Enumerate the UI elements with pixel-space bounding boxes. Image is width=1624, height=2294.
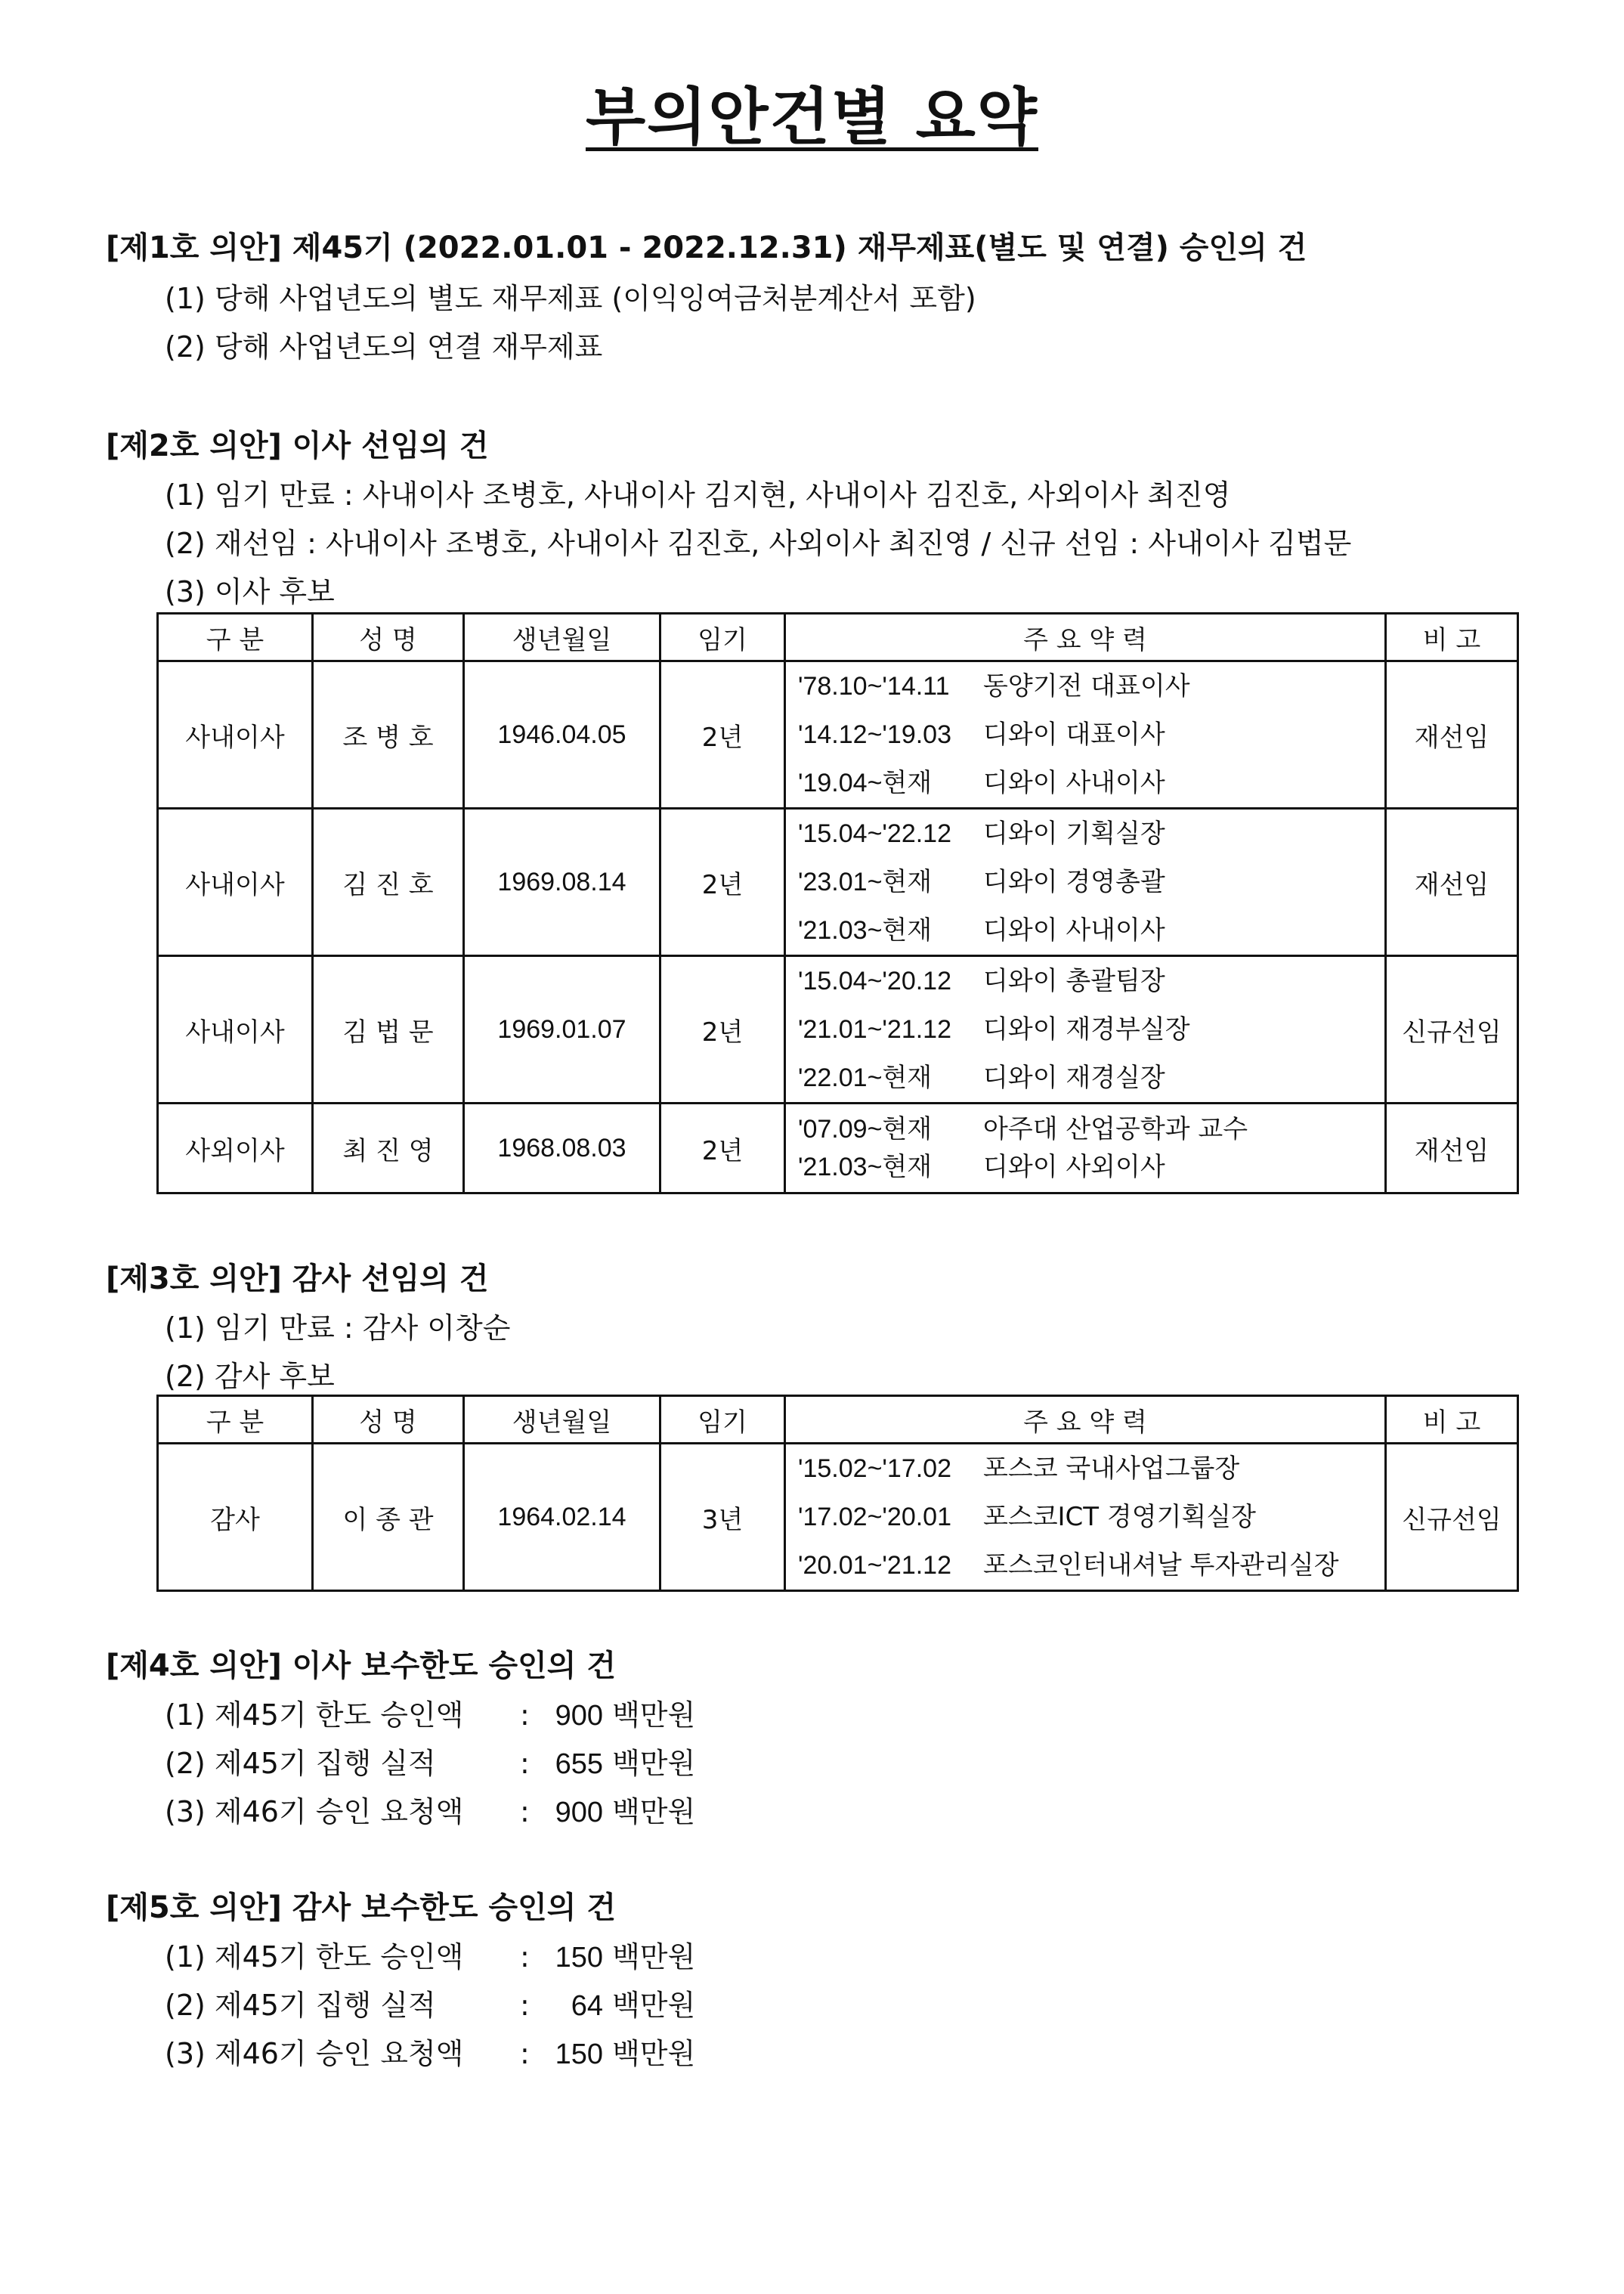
- cell-note: 신규선임: [1386, 956, 1518, 1104]
- cell-type: 감사: [158, 1444, 313, 1591]
- colon: :: [520, 1747, 530, 1780]
- cell-career: [785, 661, 1386, 809]
- career-desc: 디와이 사내이사: [983, 768, 1165, 798]
- agenda1-item-1: (1) 당해 사업년도의 별도 재무제표 (이익잉여금처분계산서 포함): [165, 282, 976, 315]
- cell-name: 김 진 호: [313, 809, 464, 956]
- amount-label: (2) 제45기 집행 실적: [165, 1989, 436, 2022]
- career-period: '07.09~현재: [798, 1115, 933, 1144]
- colon: :: [520, 1989, 530, 2022]
- auditor-candidates-table: [156, 1395, 1519, 1592]
- cell-term: 3년: [660, 1444, 785, 1591]
- cell-birth: 1968.08.03: [464, 1104, 660, 1193]
- agenda2-item-2: (2) 재선임 : 사내이사 조병호, 사내이사 김진호, 사외이사 최진영 / 신규 선임 : 사내이사 김법문: [165, 527, 1352, 560]
- agenda4-item-2: [165, 1740, 695, 1782]
- career-period: '23.01~현재: [798, 868, 933, 896]
- cell-term: 2년: [660, 956, 785, 1104]
- agenda5-item-2: [165, 1982, 695, 2023]
- colon: :: [520, 1940, 530, 1974]
- agenda2-item-3: (3) 이사 후보: [165, 575, 335, 608]
- amount-label: (3) 제46기 승인 요청액: [165, 1795, 464, 1828]
- agenda3-heading: [제3호 의안] 감사 선임의 건: [106, 1262, 489, 1296]
- colon: :: [520, 2037, 530, 2070]
- career-desc: 아주대 산업공학과 교수: [983, 1114, 1248, 1144]
- agenda2-heading: [제2호 의안] 이사 선임의 건: [106, 429, 489, 463]
- cell-term: 2년: [660, 661, 785, 809]
- amount-label: (1) 제45기 한도 승인액: [165, 1940, 464, 1974]
- career-period: '22.01~현재: [798, 1063, 933, 1092]
- agenda5-heading: [제5호 의안] 감사 보수한도 승인의 건: [106, 1890, 616, 1925]
- career-desc: 디와이 사외이사: [983, 1152, 1165, 1182]
- cell-career: [785, 1104, 1386, 1193]
- agenda5-item-1: [165, 1933, 695, 1975]
- career-period: '15.04~'20.12: [798, 967, 952, 995]
- table-row: [158, 661, 1518, 809]
- col-header: 성 명: [313, 614, 464, 661]
- career-desc: 포스코ICT 경영기획실장: [983, 1502, 1256, 1532]
- career-desc: 디와이 재경부실장: [983, 1014, 1190, 1045]
- director-candidates-table: [156, 612, 1519, 1194]
- career-desc: 포스코인터내셔날 투자관리실장: [983, 1550, 1339, 1580]
- amount-unit: 백만원: [612, 1989, 696, 2022]
- table-header-row: [158, 614, 1518, 661]
- career-period: '21.03~현재: [798, 1153, 933, 1181]
- amount-unit: 백만원: [612, 1747, 696, 1780]
- cell-birth: 1969.01.07: [464, 956, 660, 1104]
- career-period: '15.02~'17.02: [798, 1454, 952, 1483]
- agenda4-item-1: [165, 1692, 695, 1733]
- career-desc: 디와이 기획실장: [983, 819, 1165, 849]
- col-header: 주 요 약 력: [785, 614, 1386, 661]
- table-row: [158, 1104, 1518, 1193]
- cell-type: 사내이사: [158, 661, 313, 809]
- career-period: '78.10~'14.11: [798, 672, 950, 701]
- agenda4-item-3: [165, 1788, 695, 1830]
- amount-value: 150: [555, 2039, 603, 2070]
- col-header: 비 고: [1386, 1396, 1518, 1444]
- cell-birth: 1969.08.14: [464, 809, 660, 956]
- table-header-row: [158, 1396, 1518, 1444]
- amount-value: 655: [555, 1748, 603, 1780]
- career-period: '21.03~현재: [798, 916, 933, 945]
- page-title: 부의안건별 요약: [585, 82, 1039, 153]
- career-period: '15.04~'22.12: [798, 819, 952, 848]
- career-period: '17.02~'20.01: [798, 1503, 952, 1531]
- amount-unit: 백만원: [612, 2037, 696, 2070]
- amount-label: (3) 제46기 승인 요청액: [165, 2037, 464, 2070]
- col-header: 임기: [660, 1396, 785, 1444]
- cell-term: 2년: [660, 809, 785, 956]
- col-header: 구 분: [158, 1396, 313, 1444]
- agenda1-heading: [제1호 의안] 제45기 (2022.01.01 - 2022.12.31) 재무제표(별도 및 연결) 승인의 건: [106, 231, 1307, 265]
- cell-birth: 1964.02.14: [464, 1444, 660, 1591]
- amount-value: 64: [571, 1990, 603, 2022]
- career-desc: 포스코 국내사업그룹장: [983, 1453, 1240, 1484]
- career-period: '14.12~'19.03: [798, 720, 952, 749]
- cell-note: 신규선임: [1386, 1444, 1518, 1591]
- agenda3-item-2: (2) 감사 후보: [165, 1360, 335, 1393]
- agenda2-item-1: (1) 임기 만료 : 사내이사 조병호, 사내이사 김지현, 사내이사 김진호, 사외이사 최진영: [165, 478, 1231, 512]
- col-header: 생년월일: [464, 1396, 660, 1444]
- career-desc: 동양기전 대표이사: [983, 671, 1190, 701]
- career-period: '21.01~'21.12: [798, 1015, 952, 1044]
- cell-career: [785, 809, 1386, 956]
- amount-label: (1) 제45기 한도 승인액: [165, 1698, 464, 1732]
- career-desc: 디와이 경영총괄: [983, 867, 1165, 897]
- amount-unit: 백만원: [612, 1698, 696, 1732]
- table-row: [158, 809, 1518, 956]
- cell-type: 사외이사: [158, 1104, 313, 1193]
- amount-value: 900: [555, 1700, 603, 1732]
- agenda3-item-1: (1) 임기 만료 : 감사 이창순: [165, 1311, 511, 1345]
- cell-name: 김 법 문: [313, 956, 464, 1104]
- agenda4-heading: [제4호 의안] 이사 보수한도 승인의 건: [106, 1649, 616, 1683]
- career-desc: 디와이 총괄팀장: [983, 966, 1165, 996]
- cell-name: 최 진 영: [313, 1104, 464, 1193]
- career-desc: 디와이 사내이사: [983, 915, 1165, 946]
- amount-unit: 백만원: [612, 1795, 696, 1828]
- col-header: 비 고: [1386, 614, 1518, 661]
- amount-value: 150: [555, 1942, 603, 1974]
- cell-birth: 1946.04.05: [464, 661, 660, 809]
- career-desc: 디와이 대표이사: [983, 720, 1165, 750]
- amount-unit: 백만원: [612, 1940, 696, 1974]
- cell-name: 조 병 호: [313, 661, 464, 809]
- cell-note: 재선임: [1386, 1104, 1518, 1193]
- amount-label: (2) 제45기 집행 실적: [165, 1747, 436, 1780]
- col-header: 생년월일: [464, 614, 660, 661]
- col-header: 주 요 약 력: [785, 1396, 1386, 1444]
- agenda5-item-3: [165, 2030, 695, 2072]
- career-desc: 디와이 재경실장: [983, 1063, 1165, 1093]
- cell-note: 재선임: [1386, 661, 1518, 809]
- career-period: '20.01~'21.12: [798, 1551, 952, 1580]
- col-header: 임기: [660, 614, 785, 661]
- cell-name: 이 종 관: [313, 1444, 464, 1591]
- colon: :: [520, 1795, 530, 1828]
- col-header: 성 명: [313, 1396, 464, 1444]
- amount-value: 900: [555, 1797, 603, 1828]
- cell-career: [785, 1444, 1386, 1591]
- table-row: [158, 1444, 1518, 1591]
- cell-type: 사내이사: [158, 809, 313, 956]
- col-header: 구 분: [158, 614, 313, 661]
- agenda1-item-2: (2) 당해 사업년도의 연결 재무제표: [165, 330, 603, 364]
- cell-type: 사내이사: [158, 956, 313, 1104]
- table-row: [158, 956, 1518, 1104]
- colon: :: [520, 1698, 530, 1732]
- cell-term: 2년: [660, 1104, 785, 1193]
- cell-career: [785, 956, 1386, 1104]
- cell-note: 재선임: [1386, 809, 1518, 956]
- career-period: '19.04~현재: [798, 769, 933, 797]
